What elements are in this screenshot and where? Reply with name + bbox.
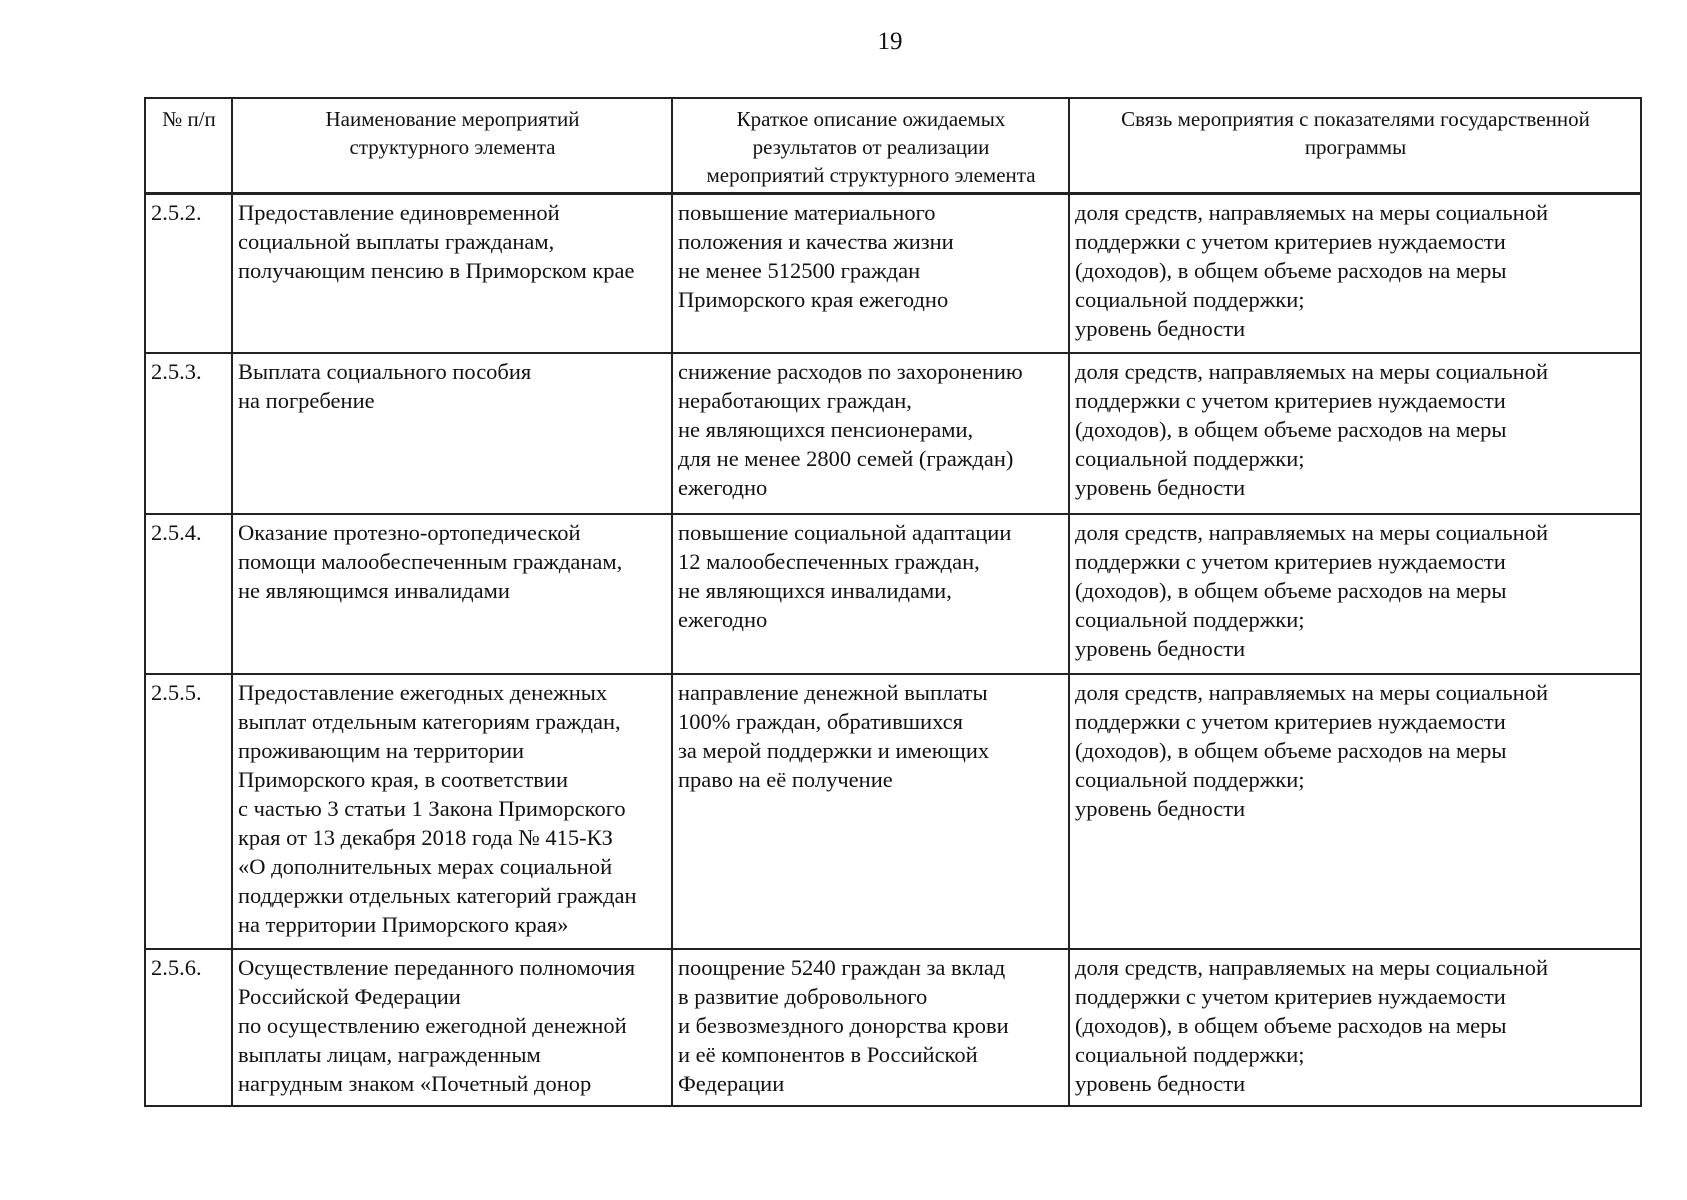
- program-indicators: доля средств, направляемых на меры социальной поддержки с учетом критериев нуждаемости (доходов), в общем объеме расходов на меры социальной поддержки; уровень бедности: [1069, 353, 1641, 514]
- expected-results: снижение расходов по захоронению неработающих граждан, не являющихся пенсионерами, для не менее 2800 семей (граждан) ежегодно: [672, 353, 1069, 514]
- measure-name: Выплата социального пособия на погребение: [232, 353, 672, 514]
- header-expected-results: Краткое описание ожидаемых результатов от реализации мероприятий структурного элемента: [672, 98, 1069, 194]
- measure-name: Осуществление переданного полномочия Российской Федерации по осуществлению ежегодной денежной выплаты лицам, награжденным нагрудным знаком «Почетный донор: [232, 949, 672, 1106]
- program-indicators: доля средств, направляемых на меры социальной поддержки с учетом критериев нуждаемости (доходов), в общем объеме расходов на меры социальной поддержки; уровень бедности: [1069, 949, 1641, 1106]
- table-row: [145, 194, 1641, 354]
- page-number: 19: [877, 28, 903, 55]
- program-indicators: доля средств, направляемых на меры социальной поддержки с учетом критериев нуждаемости (доходов), в общем объеме расходов на меры социальной поддержки; уровень бедности: [1069, 674, 1641, 949]
- expected-results: направление денежной выплаты 100% граждан, обратившихся за мерой поддержки и имеющих право на её получение: [672, 674, 1069, 949]
- row-number: 2.5.3.: [145, 353, 232, 514]
- program-indicators: доля средств, направляемых на меры социальной поддержки с учетом критериев нуждаемости (доходов), в общем объеме расходов на меры социальной поддержки; уровень бедности: [1069, 194, 1641, 354]
- row-number: 2.5.4.: [145, 514, 232, 674]
- expected-results: повышение социальной адаптации 12 малообеспеченных граждан, не являющихся инвалидами, ежегодно: [672, 514, 1069, 674]
- expected-results: поощрение 5240 граждан за вклад в развитие добровольного и безвозмездного донорства крови и её компонентов в Российской Федерации: [672, 949, 1069, 1106]
- header-measure-name: Наименование мероприятий структурного элемента: [232, 98, 672, 194]
- table-row: [145, 674, 1641, 949]
- measure-name: Оказание протезно-ортопедической помощи малообеспеченным гражданам, не являющимся инвалидами: [232, 514, 672, 674]
- table-row: [145, 514, 1641, 674]
- measures-table: [144, 97, 1642, 1107]
- table-row: [145, 949, 1641, 1106]
- expected-results: повышение материального положения и качества жизни не менее 512500 граждан Приморского края ежегодно: [672, 194, 1069, 354]
- table-header-row: [145, 98, 1641, 194]
- row-number: 2.5.2.: [145, 194, 232, 354]
- row-number: 2.5.5.: [145, 674, 232, 949]
- measure-name: Предоставление единовременной социальной выплаты гражданам, получающим пенсию в Приморском крае: [232, 194, 672, 354]
- header-program-indicators: Связь мероприятия с показателями государственной программы: [1069, 98, 1641, 194]
- table-row: [145, 353, 1641, 514]
- program-indicators: доля средств, направляемых на меры социальной поддержки с учетом критериев нуждаемости (доходов), в общем объеме расходов на меры социальной поддержки; уровень бедности: [1069, 514, 1641, 674]
- row-number: 2.5.6.: [145, 949, 232, 1106]
- header-number: № п/п: [145, 98, 232, 194]
- measure-name: Предоставление ежегодных денежных выплат отдельным категориям граждан, проживающим на территории Приморского края, в соответствии с частью 3 статьи 1 Закона Приморского края от 13 декабря 2018 года № 415-КЗ «О дополнительных мерах социальной поддержки отдельных категорий граждан на территории Приморского края»: [232, 674, 672, 949]
